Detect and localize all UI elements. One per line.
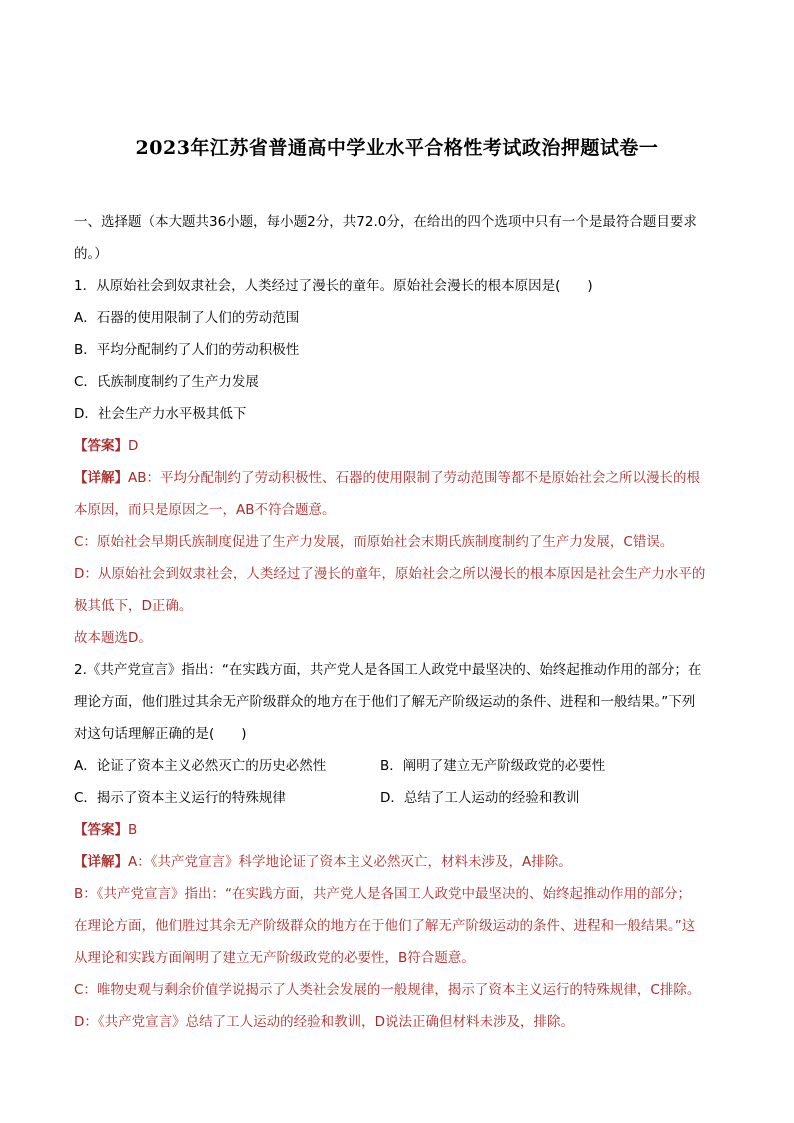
q1-option-a: A．石器的使用限制了人们的劳动范围: [74, 310, 300, 326]
q2-answer: [74, 814, 724, 846]
q2-detail-2: B：《共产党宣言》指出：“在实践方面，共产党人是各国工人政党中最坚决的、始终起推动作用的部分；: [74, 886, 692, 902]
detail-label: 【详解】: [74, 854, 128, 870]
q1-option-b: B．平均分配制约了人们的劳动积极性: [74, 342, 300, 358]
exam-content: [74, 206, 724, 1038]
q2-option-d: D．总结了工人运动的经验和教训: [380, 790, 580, 806]
section-heading-cont: 的。）: [74, 246, 108, 262]
q2-option-b: B．阐明了建立无产阶级政党的必要性: [380, 758, 606, 774]
q2-detail-4: 从理论和实践方面阐明了建立无产阶级政党的必要性，B符合题意。: [74, 950, 475, 966]
detail-label: 【详解】: [74, 470, 128, 486]
section-heading: 一、选择题（本大题共36小题，每小题2分，共72.0分，在给出的四个选项中只有一个是最符合题目要求: [74, 214, 697, 230]
page-title: 2023年江苏省普通高中学业水平合格性考试政治押题试卷一: [135, 137, 659, 159]
q1-conclusion: 故本题选D。: [74, 630, 152, 646]
q1-detail-2: 本原因，而只是原因之一，AB不符合题意。: [74, 502, 336, 518]
q1-detail-4: D：从原始社会到奴隶社会，人类经过了漫长的童年，原始社会之所以漫长的根本原因是社会生产力水平的: [74, 566, 706, 582]
detail-text: AB：平均分配制约了劳动积极性、石器的使用限制了劳动范围等都不是原始社会之所以漫长的根: [128, 470, 700, 486]
q1-detail-5: 极其低下，D正确。: [74, 598, 193, 614]
answer-value: B: [128, 822, 138, 838]
q2-detail-3: 在理论方面，他们胜过其余无产阶级群众的地方在于他们了解无产阶级运动的条件、进程和一般结果。”这: [74, 918, 696, 934]
q2-detail-6: D：《共产党宣言》总结了工人运动的经验和教训，D说法正确但材料未涉及，排除。: [74, 1014, 575, 1030]
q2-options-row-1: [74, 750, 724, 782]
answer-value: D: [128, 438, 139, 454]
q2-detail-1: [74, 846, 724, 878]
q2-option-c: C．揭示了资本主义运行的特殊规律: [74, 790, 286, 806]
q1-option-c: C．氏族制度制约了生产力发展: [74, 374, 259, 390]
q1-answer: [74, 430, 724, 462]
q1-detail-1: [74, 462, 724, 494]
detail-text: A：《共产党宣言》科学地论证了资本主义必然灭亡，材料未涉及，A排除。: [128, 854, 572, 870]
q1-detail-3: C：原始社会早期氏族制度促进了生产力发展，而原始社会末期氏族制度制约了生产力发展，C错误。: [74, 534, 674, 550]
q2-stem-1: 2.《共产党宣言》指出：“在实践方面，共产党人是各国工人政党中最坚决的、始终起推动作用的部分；在: [74, 662, 702, 678]
q1-option-d: D．社会生产力水平极其低下: [74, 406, 247, 422]
q2-stem-2: 理论方面，他们胜过其余无产阶级群众的地方在于他们了解无产阶级运动的条件、进程和一般结果。”下列: [74, 694, 696, 710]
q2-detail-5: C：唯物史观与剩余价值学说揭示了人类社会发展的一般规律，揭示了资本主义运行的特殊规律，C排除。: [74, 982, 701, 998]
q2-option-a: A．论证了资本主义必然灭亡的历史必然性: [74, 758, 327, 774]
q2-stem-3: 对这句话理解正确的是( ): [74, 726, 247, 742]
q1-stem: 1．从原始社会到奴隶社会，人类经过了漫长的童年。原始社会漫长的根本原因是( ): [74, 278, 593, 294]
q2-options-row-2: [74, 782, 724, 814]
answer-label: 【答案】: [74, 438, 128, 454]
answer-label: 【答案】: [74, 822, 128, 838]
